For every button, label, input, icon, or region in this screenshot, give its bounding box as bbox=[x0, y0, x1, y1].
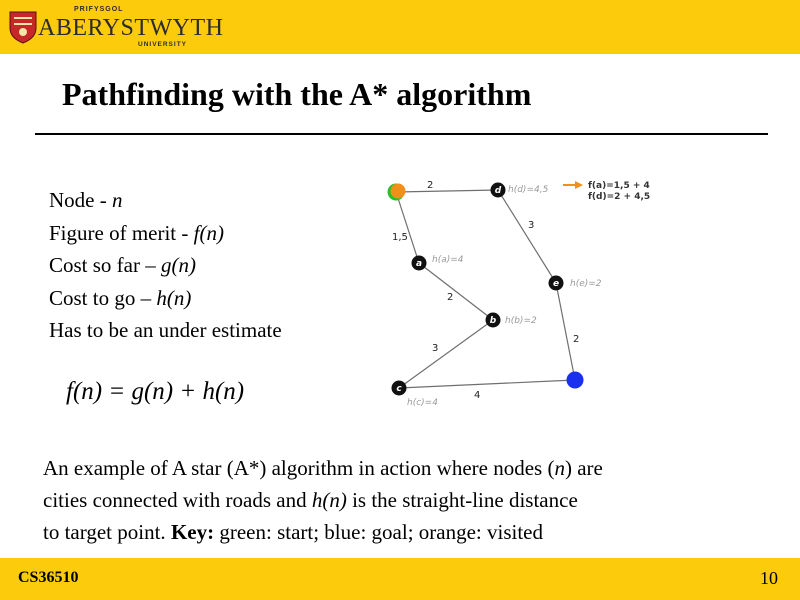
definition-node: Node - n bbox=[49, 188, 123, 212]
weight-b-c: 3 bbox=[432, 343, 439, 354]
university-logo bbox=[8, 4, 224, 50]
edge-d-e bbox=[498, 190, 556, 283]
page-number: 10 bbox=[760, 568, 778, 588]
heuristic-c: h(c)=4 bbox=[407, 398, 438, 408]
edge-a-b bbox=[419, 263, 493, 320]
node-d bbox=[491, 183, 506, 198]
edge-b-c bbox=[399, 320, 493, 388]
course-code: CS36510 bbox=[18, 569, 79, 586]
start-node bbox=[388, 184, 406, 201]
edge-weight-labels bbox=[392, 180, 579, 401]
definition-cost-to-go: Cost to go – h(n) bbox=[49, 285, 192, 310]
definition-figure-of-merit: Figure of merit - f(n) bbox=[49, 220, 224, 245]
astar-formula: f(n) = g(n) + h(n) bbox=[66, 378, 245, 405]
weight-d-e: 3 bbox=[528, 220, 535, 231]
header-bar bbox=[0, 0, 800, 54]
edge-c-goal bbox=[399, 380, 575, 388]
node-c-label: c bbox=[396, 384, 402, 394]
logo-bottom-text: UNIVERSITY bbox=[138, 41, 188, 48]
footer-bar bbox=[0, 558, 800, 600]
goal-node bbox=[567, 372, 584, 389]
slide-title: Pathfinding with the A* algorithm bbox=[62, 76, 532, 112]
node-e bbox=[549, 276, 564, 291]
node-c bbox=[392, 381, 407, 396]
cost-annotation bbox=[563, 181, 650, 202]
annotation-line-1: f(a)=1,5 + 4 bbox=[588, 181, 650, 191]
heuristic-b: h(b)=2 bbox=[505, 316, 537, 326]
edge-start-a bbox=[396, 192, 419, 263]
node-d-label: d bbox=[494, 186, 502, 196]
weight-a-b: 2 bbox=[447, 292, 454, 303]
weight-start-d: 2 bbox=[427, 180, 434, 191]
caption-line-3: to target point. Key: green: start; blue: goal; orange: visited bbox=[43, 520, 543, 544]
edge-e-goal bbox=[556, 283, 575, 380]
arrow-right-icon bbox=[575, 181, 583, 189]
logo-main-text: ABERYSTWYTH bbox=[38, 15, 224, 41]
node-a bbox=[412, 256, 427, 271]
astar-graph-diagram bbox=[380, 170, 680, 420]
weight-c-goal: 4 bbox=[474, 390, 481, 401]
edge-start-d bbox=[396, 190, 498, 192]
node-e-label: e bbox=[552, 279, 560, 289]
node-a-label: a bbox=[415, 259, 423, 269]
annotation-line-2: f(d)=2 + 4,5 bbox=[588, 192, 651, 202]
definition-cost-so-far: Cost so far – g(n) bbox=[49, 253, 196, 277]
node-b-label: b bbox=[489, 316, 497, 326]
crest-icon bbox=[8, 10, 38, 44]
heuristic-e: h(e)=2 bbox=[570, 279, 602, 289]
title-divider bbox=[35, 133, 768, 135]
weight-start-a: 1,5 bbox=[392, 232, 408, 243]
node-b bbox=[486, 313, 501, 328]
heuristic-a: h(a)=4 bbox=[432, 255, 464, 265]
figure-caption bbox=[43, 452, 773, 548]
definition-underestimate: Has to be an under estimate bbox=[49, 318, 282, 342]
graph-edges bbox=[396, 190, 575, 388]
heuristic-d: h(d)=4,5 bbox=[508, 185, 549, 195]
caption-line-1: An example of A star (A*) algorithm in action where nodes (n) are bbox=[43, 456, 603, 480]
logo-top-text: PRIFYSGOL bbox=[74, 6, 124, 13]
weight-e-goal: 2 bbox=[573, 334, 580, 345]
definitions-list bbox=[49, 184, 282, 347]
caption-line-2: cities connected with roads and h(n) is the straight-line distance bbox=[43, 488, 578, 512]
start-node-visited-fill bbox=[391, 184, 406, 199]
